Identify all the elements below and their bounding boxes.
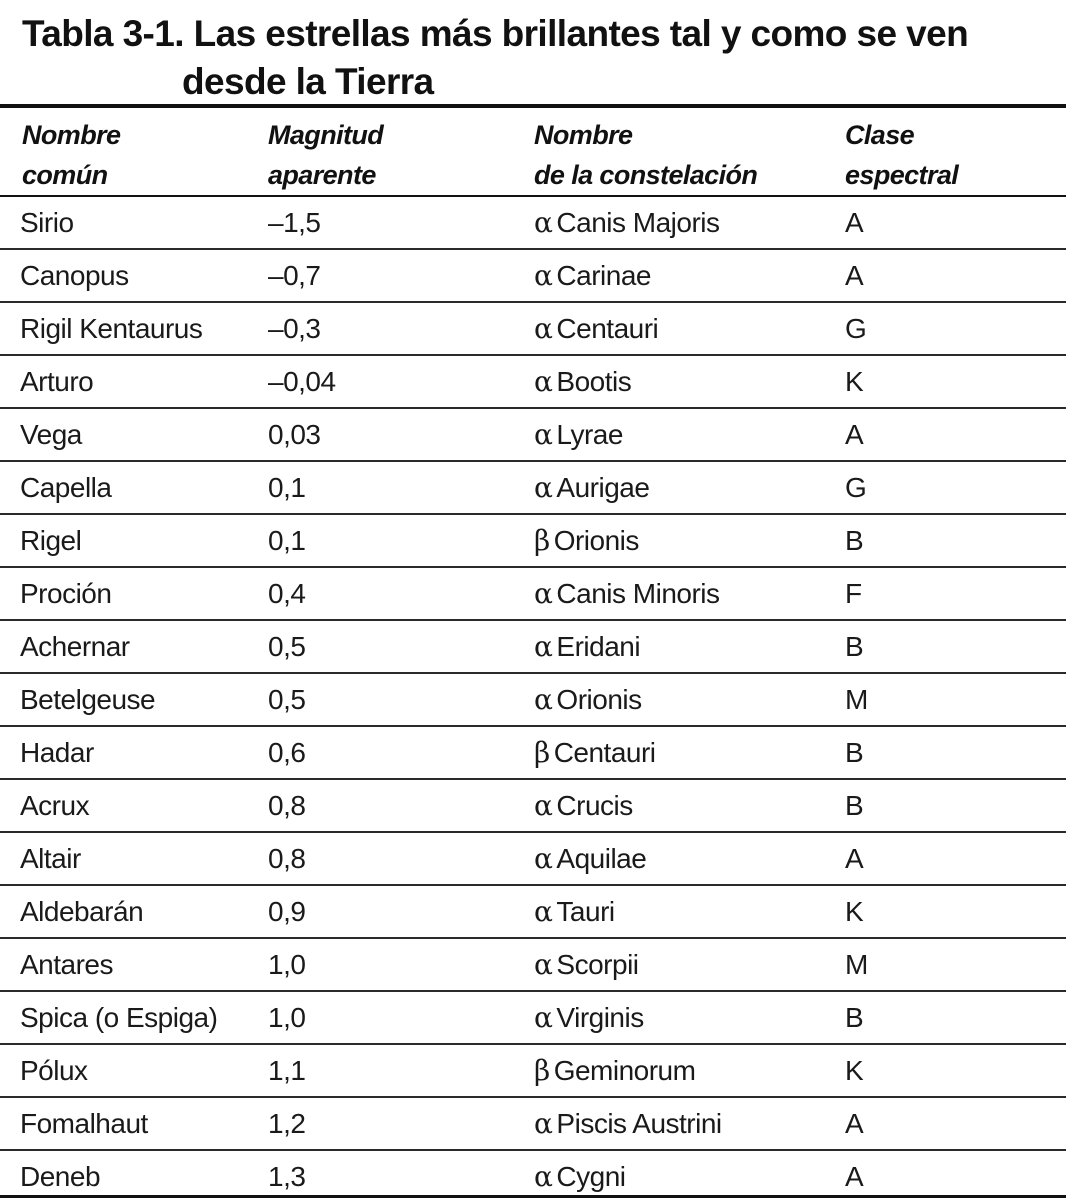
star-name: Proción <box>20 578 112 609</box>
greek-letter: α <box>534 259 553 292</box>
star-name: Rigel <box>20 525 82 556</box>
header-common-name-line-2: común <box>22 160 108 190</box>
table-row <box>0 1098 1066 1151</box>
apparent-magnitude: 0,4 <box>268 578 306 609</box>
constellation-label: Geminorum <box>553 1055 696 1086</box>
star-name: Rigil Kentaurus <box>20 313 203 344</box>
header-spectral-class-line-1: Clase <box>845 120 915 150</box>
table-row <box>0 462 1066 515</box>
star-name: Betelgeuse <box>20 684 156 715</box>
greek-letter: α <box>534 789 553 822</box>
table-row <box>0 674 1066 727</box>
table-row <box>0 727 1066 780</box>
constellation-label: Orionis <box>556 684 642 715</box>
spectral-class: B <box>845 737 864 768</box>
header-constellation-name-line-2: de la constelación <box>534 160 758 190</box>
apparent-magnitude: 1,1 <box>268 1055 306 1086</box>
table-row <box>0 886 1066 939</box>
constellation-name <box>534 356 631 407</box>
constellation-label: Centauri <box>556 313 659 344</box>
apparent-magnitude: 0,03 <box>268 419 321 450</box>
star-name: Sirio <box>20 207 74 238</box>
constellation-label: Lyrae <box>556 419 623 450</box>
star-name: Fomalhaut <box>20 1108 148 1139</box>
star-name: Arturo <box>20 366 94 397</box>
header-apparent-magnitude <box>268 115 383 195</box>
greek-letter: α <box>534 1001 553 1034</box>
apparent-magnitude: –0,7 <box>268 260 321 291</box>
table-row <box>0 409 1066 462</box>
spectral-class: K <box>845 366 864 397</box>
spectral-class: A <box>845 260 864 291</box>
spectral-class: G <box>845 472 867 503</box>
greek-letter: α <box>534 365 553 398</box>
apparent-magnitude: 0,8 <box>268 790 306 821</box>
spectral-class: B <box>845 631 864 662</box>
table-row <box>0 780 1066 833</box>
spectral-class: F <box>845 578 862 609</box>
table-row <box>0 197 1066 250</box>
greek-letter: α <box>534 312 553 345</box>
spectral-class: B <box>845 525 864 556</box>
header-common-name-line-1: Nombre <box>22 120 121 150</box>
constellation-name <box>534 992 644 1043</box>
spectral-class: M <box>845 684 868 715</box>
constellation-name <box>534 1045 695 1096</box>
table-row <box>0 939 1066 992</box>
apparent-magnitude: 1,0 <box>268 1002 306 1033</box>
apparent-magnitude: 1,2 <box>268 1108 306 1139</box>
header-apparent-magnitude-line-1: Magnitud <box>268 120 384 150</box>
constellation-name <box>534 674 642 725</box>
constellation-name <box>534 833 646 884</box>
apparent-magnitude: –1,5 <box>268 207 321 238</box>
spectral-class: A <box>845 1161 864 1192</box>
greek-letter: α <box>534 471 553 504</box>
greek-letter: α <box>534 842 553 875</box>
constellation-label: Scorpii <box>556 949 639 980</box>
star-name: Antares <box>20 949 113 980</box>
header-apparent-magnitude-line-2: aparente <box>268 160 376 190</box>
table-row <box>0 621 1066 674</box>
constellation-name <box>534 1098 722 1149</box>
greek-letter: β <box>534 736 550 769</box>
spectral-class: B <box>845 1002 864 1033</box>
greek-letter: α <box>534 1160 553 1193</box>
spectral-class: M <box>845 949 868 980</box>
constellation-label: Crucis <box>556 790 633 821</box>
constellation-name <box>534 886 615 937</box>
spectral-class: A <box>845 419 864 450</box>
star-name: Deneb <box>20 1161 101 1192</box>
star-name: Altair <box>20 843 81 874</box>
star-name: Vega <box>20 419 82 450</box>
constellation-name <box>534 780 633 831</box>
star-name: Aldebarán <box>20 896 144 927</box>
greek-letter: α <box>534 948 553 981</box>
apparent-magnitude: 0,8 <box>268 843 306 874</box>
constellation-label: Aquilae <box>556 843 647 874</box>
table-row <box>0 250 1066 303</box>
constellation-name <box>534 727 656 778</box>
constellation-label: Aurigae <box>556 472 650 503</box>
table-row <box>0 515 1066 568</box>
greek-letter: β <box>534 524 550 557</box>
apparent-magnitude: 0,5 <box>268 631 306 662</box>
star-name: Capella <box>20 472 112 503</box>
greek-letter: α <box>534 1107 553 1140</box>
spectral-class: A <box>845 843 864 874</box>
apparent-magnitude: 0,5 <box>268 684 306 715</box>
apparent-magnitude: 0,1 <box>268 525 306 556</box>
spectral-class: A <box>845 1108 864 1139</box>
star-name: Canopus <box>20 260 129 291</box>
constellation-label: Tauri <box>556 896 615 927</box>
table-title-line-1: Tabla 3-1. Las estrellas más brillantes tal y como se ven <box>22 13 969 54</box>
apparent-magnitude: 1,0 <box>268 949 306 980</box>
star-name: Spica (o Espiga) <box>20 1002 218 1033</box>
star-name: Acrux <box>20 790 90 821</box>
table-row <box>0 992 1066 1045</box>
constellation-label: Cygni <box>556 1161 626 1192</box>
greek-letter: α <box>534 895 553 928</box>
constellation-name <box>534 515 639 566</box>
greek-letter: α <box>534 683 553 716</box>
spectral-class: B <box>845 790 864 821</box>
apparent-magnitude: 0,9 <box>268 896 306 927</box>
greek-letter: α <box>534 418 553 451</box>
star-name: Achernar <box>20 631 130 662</box>
table-row <box>0 1045 1066 1098</box>
star-name: Pólux <box>20 1055 88 1086</box>
star-name: Hadar <box>20 737 94 768</box>
table-title <box>22 10 968 106</box>
constellation-label: Centauri <box>553 737 656 768</box>
header-spectral-class-line-2: espectral <box>845 160 959 190</box>
spectral-class: K <box>845 896 864 927</box>
spectral-class: G <box>845 313 867 344</box>
constellation-label: Virginis <box>556 1002 644 1033</box>
header-constellation-name <box>534 115 757 195</box>
apparent-magnitude: 1,3 <box>268 1161 306 1192</box>
constellation-label: Carinae <box>556 260 651 291</box>
spectral-class: K <box>845 1055 864 1086</box>
constellation-label: Eridani <box>556 631 641 662</box>
apparent-magnitude: 0,1 <box>268 472 306 503</box>
constellation-name <box>534 939 639 990</box>
greek-letter: α <box>534 206 553 239</box>
apparent-magnitude: 0,6 <box>268 737 306 768</box>
constellation-label: Canis Minoris <box>556 578 720 609</box>
header-common-name <box>22 115 120 195</box>
header-constellation-name-line-1: Nombre <box>534 120 633 150</box>
constellation-name <box>534 303 658 354</box>
apparent-magnitude: –0,3 <box>268 313 321 344</box>
table-row <box>0 833 1066 886</box>
table-body <box>0 197 1066 1204</box>
greek-letter: α <box>534 577 553 610</box>
header-spectral-class <box>845 115 958 195</box>
constellation-name <box>534 409 623 460</box>
bottom-rule <box>0 1195 1066 1198</box>
constellation-label: Piscis Austrini <box>556 1108 722 1139</box>
table-row <box>0 356 1066 409</box>
constellation-label: Canis Majoris <box>556 207 720 238</box>
constellation-name <box>534 568 720 619</box>
constellation-name <box>534 621 640 672</box>
top-rule <box>0 104 1066 108</box>
constellation-name <box>534 197 720 248</box>
apparent-magnitude: –0,04 <box>268 366 336 397</box>
constellation-name <box>534 462 649 513</box>
constellation-label: Orionis <box>553 525 639 556</box>
greek-letter: β <box>534 1054 550 1087</box>
spectral-class: A <box>845 207 864 238</box>
constellation-label: Bootis <box>556 366 632 397</box>
table-title-line-2: desde la Tierra <box>182 61 434 102</box>
constellation-name <box>534 250 651 301</box>
greek-letter: α <box>534 630 553 663</box>
table-row <box>0 568 1066 621</box>
table-row <box>0 303 1066 356</box>
